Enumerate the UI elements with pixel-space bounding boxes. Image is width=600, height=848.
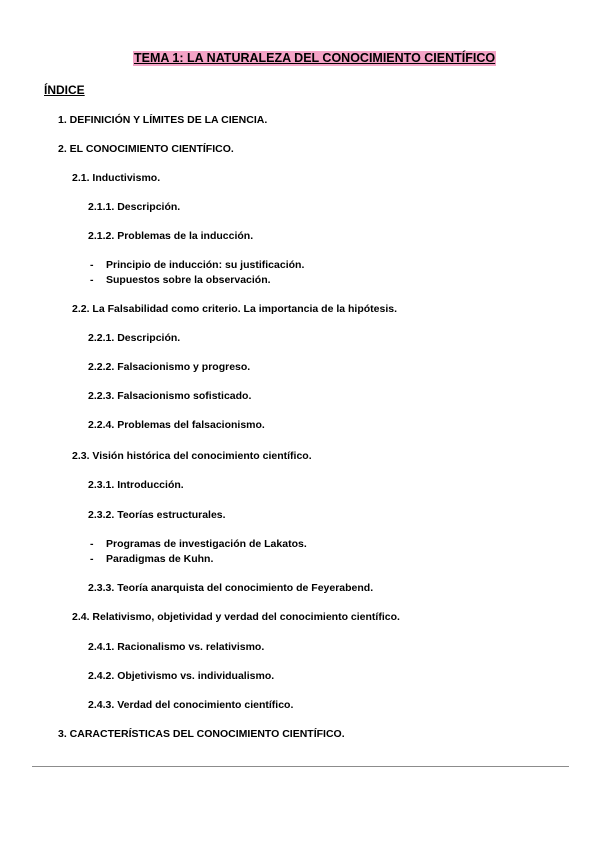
document-title: TEMA 1: LA NATURALEZA DEL CONOCIMIENTO CIENTÍFICO <box>134 51 496 65</box>
toc-item-2-3-3: 2.3.3. Teoría anarquista del conocimiento de Feyerabend. <box>88 582 374 594</box>
toc-bullet-supuestos: Supuestos sobre la observación. <box>106 274 271 286</box>
toc-bullet-principio: Principio de inducción: su justificación. <box>106 259 305 271</box>
toc-item-2-4-1: 2.4.1. Racionalismo vs. relativismo. <box>88 641 265 653</box>
toc-item-2-2-4: 2.2.4. Problemas del falsacionismo. <box>88 419 265 431</box>
toc-item-1: 1. DEFINICIÓN Y LÍMITES DE LA CIENCIA. <box>58 114 268 126</box>
toc-item-2: 2. EL CONOCIMIENTO CIENTÍFICO. <box>58 143 234 155</box>
toc-item-2-4: 2.4. Relativismo, objetividad y verdad del conocimiento científico. <box>72 611 400 623</box>
bullet-dash: - <box>90 274 94 286</box>
page-divider <box>32 766 569 767</box>
toc-item-2-1: 2.1. Inductivismo. <box>72 172 161 184</box>
toc-item-2-2-2: 2.2.2. Falsacionismo y progreso. <box>88 361 251 373</box>
toc-item-3: 3. CARACTERÍSTICAS DEL CONOCIMIENTO CIENTÍFICO. <box>58 728 345 740</box>
bullet-dash: - <box>90 553 94 565</box>
toc-bullet-lakatos: Programas de investigación de Lakatos. <box>106 538 307 550</box>
toc-item-2-1-2: 2.1.2. Problemas de la inducción. <box>88 230 254 242</box>
toc-item-2-4-2: 2.4.2. Objetivismo vs. individualismo. <box>88 670 275 682</box>
toc-item-2-2: 2.2. La Falsabilidad como criterio. La importancia de la hipótesis. <box>72 303 398 315</box>
index-heading: ÍNDICE <box>44 83 85 97</box>
toc-item-2-3-1: 2.3.1. Introducción. <box>88 479 184 491</box>
toc-item-2-4-3: 2.4.3. Verdad del conocimiento científico. <box>88 699 294 711</box>
bullet-dash: - <box>90 259 94 271</box>
bullet-dash: - <box>90 538 94 550</box>
toc-bullet-kuhn: Paradigmas de Kuhn. <box>106 553 214 565</box>
toc-item-2-2-1: 2.2.1. Descripción. <box>88 332 181 344</box>
toc-item-2-2-3: 2.2.3. Falsacionismo sofisticado. <box>88 390 252 402</box>
toc-item-2-1-1: 2.1.1. Descripción. <box>88 201 181 213</box>
toc-item-2-3-2: 2.3.2. Teorías estructurales. <box>88 509 226 521</box>
toc-item-2-3: 2.3. Visión histórica del conocimiento científico. <box>72 450 312 462</box>
